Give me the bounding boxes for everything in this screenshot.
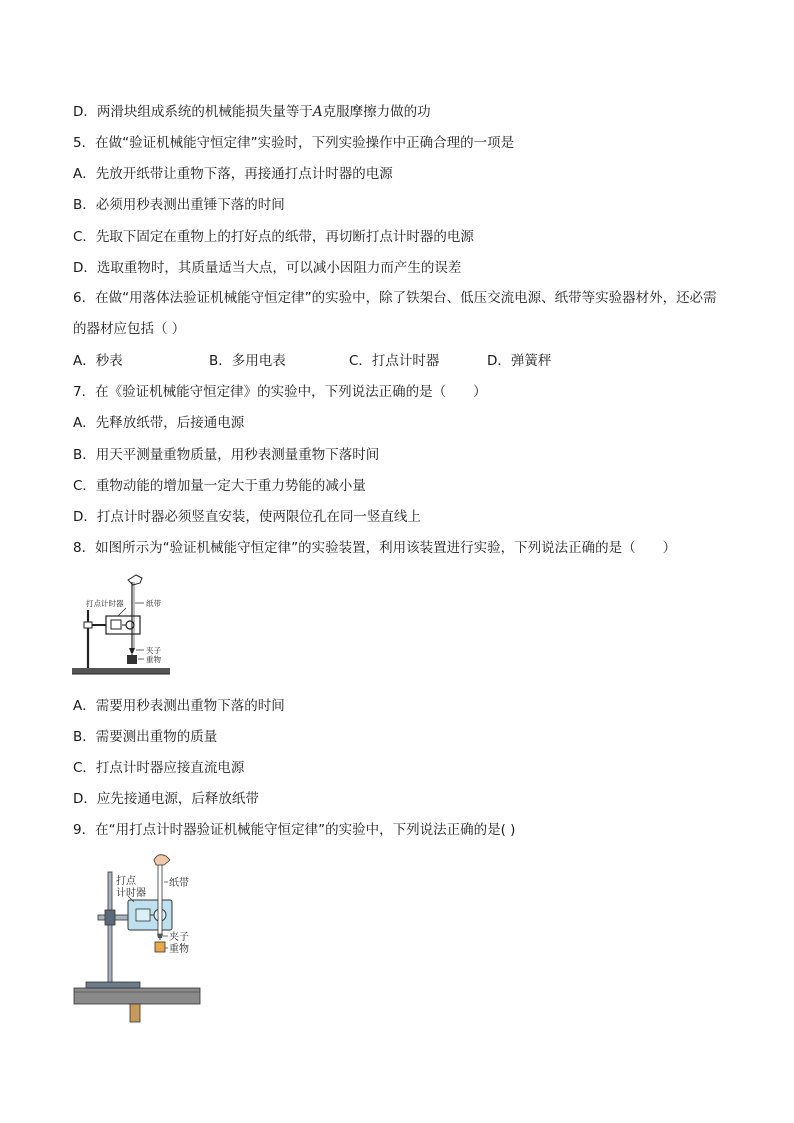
q4-option-d-text: D．两滑块组成系统的机械能损失量等于 xyxy=(73,104,313,120)
q5-option-b: B．必须用秒表测出重锤下落的时间 xyxy=(73,197,285,213)
q6-option-a: A．秒表 xyxy=(73,353,123,369)
q7-option-a: A．先释放纸带，后接通电源 xyxy=(73,415,245,431)
q8-label-weight: 重物 xyxy=(146,655,161,664)
q7-option-b: B．用天平测量重物质量，用秒表测量重物下落时间 xyxy=(73,447,380,463)
q6-option-d: D．弹簧秤 xyxy=(487,353,552,369)
q4-option-d xyxy=(73,103,431,121)
q8-option-b: B．需要测出重物的质量 xyxy=(73,729,218,745)
q7-option-d: D．打点计时器必须竖直安装，使两限位孔在同一竖直线上 xyxy=(73,509,421,525)
q8-option-c: C．打点计时器应接直流电源 xyxy=(73,760,245,776)
q9-weight xyxy=(155,942,165,952)
q4-option-d-variable: A xyxy=(312,104,323,120)
q8-label-clip: 夹子 xyxy=(146,646,161,655)
q9-stand-base xyxy=(86,982,140,988)
q9-label-timer-1: 打点 xyxy=(116,876,136,887)
q9-table xyxy=(74,988,200,1004)
q8-option-d: D．应先接通电源，后释放纸带 xyxy=(73,791,259,807)
q8-option-a: A．需要用秒表测出重物下落的时间 xyxy=(73,698,285,714)
q9-clip xyxy=(157,934,163,938)
q9-hand xyxy=(154,855,170,865)
q8-apparatus-figure xyxy=(68,570,178,682)
q9-label-clip: 夹子 xyxy=(169,932,189,943)
q5-option-c: C．先取下固定在重物上的打好点的纸带，再切断打点计时器的电源 xyxy=(73,229,474,245)
q5-option-d: D．选取重物时，其质量适当大点，可以减小因阻力而产生的误差 xyxy=(73,260,462,276)
q8-hand xyxy=(128,575,142,585)
q7-option-c: C．重物动能的增加量一定大于重力势能的减小量 xyxy=(73,478,366,494)
q6-stem: 6．在做“用落体法验证机械能守恒定律”的实验中，除了铁架台、低压交流电源、纸带等实验器材外，还必需的器材应包括（ ） xyxy=(73,290,717,337)
q9-stand-rod xyxy=(108,872,112,982)
q4-option-d-text-end: 克服摩擦力做的功 xyxy=(322,104,431,120)
q9-label-timer-2: 计时器 xyxy=(116,888,146,899)
q5-option-a: A．先放开纸带让重物下落，再接通打点计时器的电源 xyxy=(73,166,393,182)
q9-apparatus-figure xyxy=(72,852,202,1024)
q6-option-b: B．多用电表 xyxy=(209,353,286,369)
q8-label-timer: 打点计时器 xyxy=(86,599,124,608)
q5-stem: 5．在做“验证机械能守恒定律”实验时，下列实验操作中正确合理的一项是 xyxy=(73,135,515,151)
q8-label-tape: 纸带 xyxy=(146,599,161,608)
q8-stem: 8．如图所示为“验证机械能守恒定律”的实验装置，利用该装置进行实验，下列说法正确的是（ ） xyxy=(73,540,677,556)
q9-label-weight: 重物 xyxy=(169,944,189,955)
q6-option-c: C．打点计时器 xyxy=(349,353,440,369)
q7-stem: 7．在《验证机械能守恒定律》的实验中，下列说法正确的是（ ） xyxy=(73,384,487,400)
q9-label-tape: 纸带 xyxy=(169,878,189,889)
q8-clip xyxy=(129,648,135,653)
q9-paper-tape xyxy=(158,860,162,934)
q8-weight xyxy=(127,655,137,664)
q8-base xyxy=(72,668,170,674)
q9-stem: 9．在“用打点计时器验证机械能守恒定律”的实验中，下列说法正确的是( ) xyxy=(73,822,516,838)
